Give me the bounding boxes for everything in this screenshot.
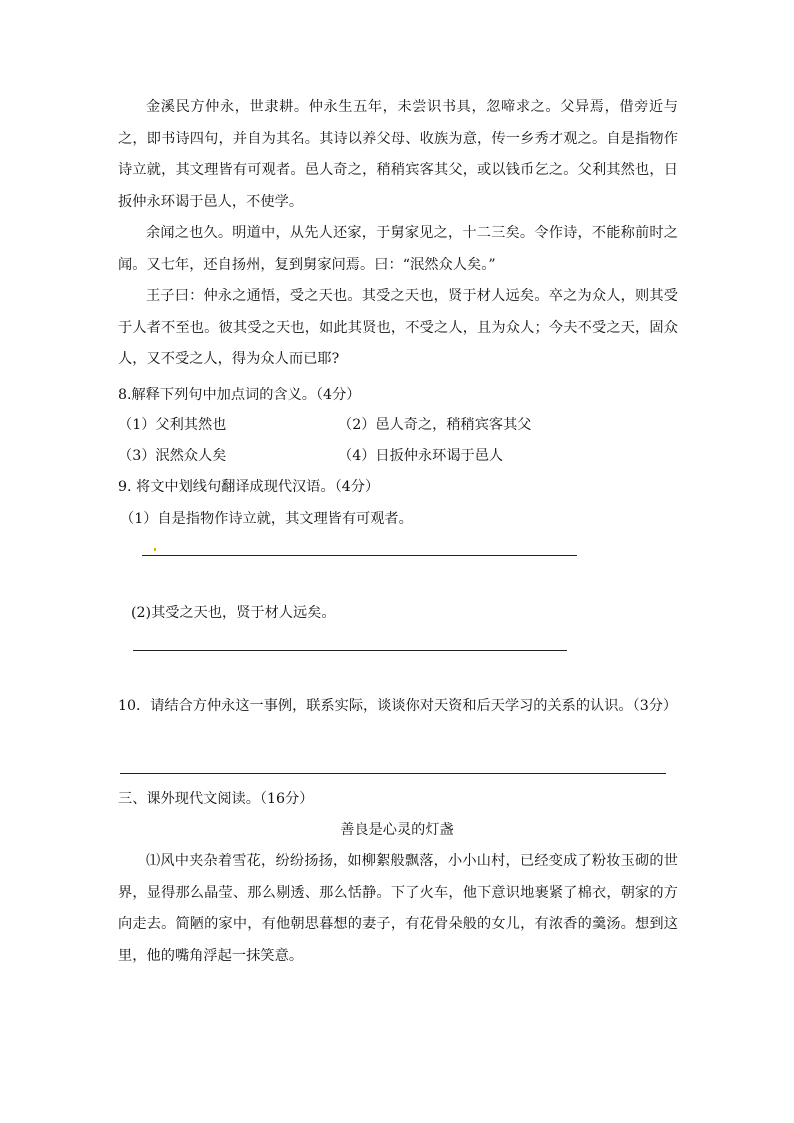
answer-line-9-1[interactable]: [142, 555, 577, 556]
question-10-stem: 10．请结合方仲永这一事例，联系实际，谈谈你对天资和后天学习的关系的认识。（3分）: [118, 698, 678, 714]
question-8-stem: 8.解释下列句中加点词的含义。（4分）: [118, 387, 361, 403]
article-paragraph-1: ⑴风中夹杂着雪花，纷纷扬扬，如柳絮般飘落，小小山村，已经变成了粉妆玉砌的世界，显得那么晶莹、那么剔透、那么恬静。下了火车，他下意识地裹紧了棉衣，朝家的方向走去。简陋的家中，有他朝思暮想的妻子，有花骨朵般的女儿，有浓香的羹汤。想到这里，他的嘴角浮起一抹笑意。: [118, 853, 678, 964]
answer-line-10[interactable]: [120, 773, 666, 774]
question-8-item-1: （1）父利其然也: [118, 417, 227, 433]
question-8-item-4: （4）日扳仲永环谒于邑人: [338, 448, 504, 464]
article-title: 善良是心灵的灯盏: [340, 822, 454, 838]
question-9-item-1: （1）自是指物作诗立就，其文理皆有可观者。: [120, 511, 413, 527]
question-8-item-3: （3）泯然众人矣: [118, 448, 227, 464]
question-9-item-2: (2)其受之天也，贤于材人远矣。: [131, 605, 336, 621]
passage-paragraph-1: 金溪民方仲永，世隶耕。仲永生五年，未尝识书具，忽啼求之。父异焉，借旁近与之，即书诗四句，并自为其名。其诗以养父母、收族为意，传一乡秀才观之。自是指物作诗立就，其文理皆有可观者。邑人奇之，稍稍宾客其父，或以钱币乞之。父利其然也，日扳仲永环谒于邑人，不使学。: [118, 99, 678, 210]
ink-mark: [154, 548, 156, 551]
question-9-stem: 9. 将文中划线句翻译成现代汉语。（4分）: [118, 479, 380, 495]
question-8-item-2: （2）邑人奇之，稍稍宾客其父: [338, 417, 532, 433]
answer-line-9-2[interactable]: [133, 650, 567, 651]
passage-paragraph-3: 王子曰：仲永之通悟，受之天也。其受之天也，贤于材人远矣。卒之为众人，则其受于人者不至也。彼其受之天也，如此其贤也，不受之人，且为众人；今夫不受之天，固众人，又不受之人，得为众人而已耶?: [118, 288, 678, 367]
passage-paragraph-2: 余闻之也久。明道中，从先人还家，于舅家见之，十二三矣。令作诗，不能称前时之闻。又七年，还自扬州，复到舅家问焉。曰：“泯然众人矣。”: [118, 225, 678, 273]
section-3-heading: 三、课外现代文阅读。（16分）: [118, 791, 314, 807]
